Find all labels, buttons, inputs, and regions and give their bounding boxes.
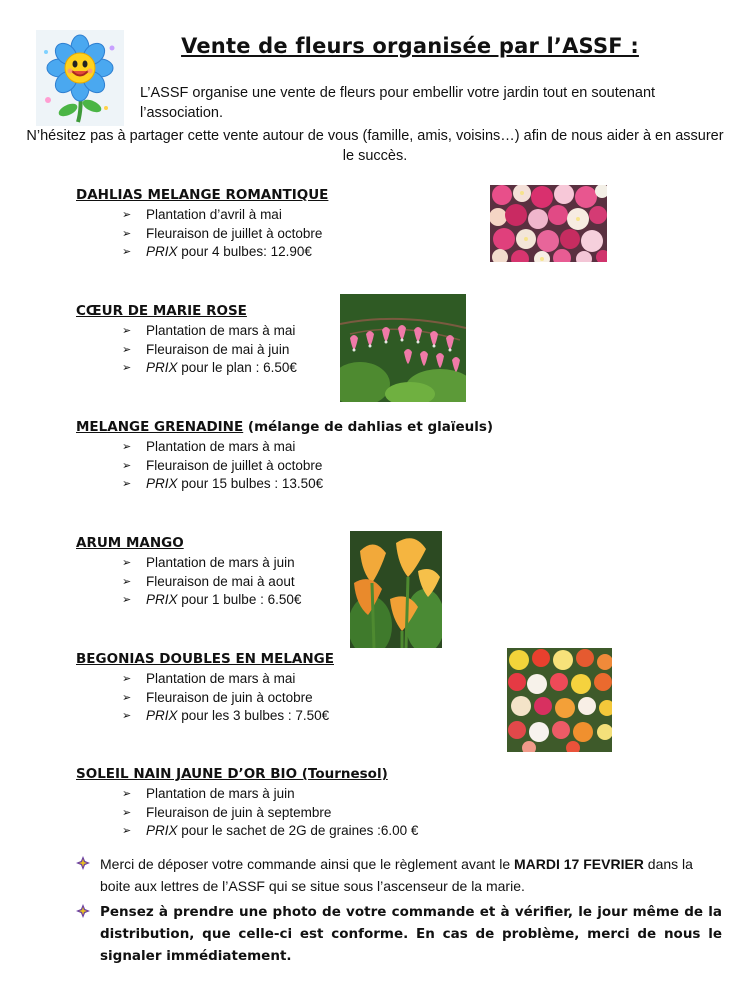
arrowhead-bullet-icon: ➢ — [122, 343, 132, 356]
coeur-de-marie-photo — [340, 294, 466, 402]
product-name: ARUM MANGO — [76, 535, 184, 551]
arrowhead-bullet-icon: ➢ — [122, 691, 132, 704]
arrowhead-bullet-icon: ➢ — [122, 325, 132, 337]
product-name: DAHLIAS MELANGE ROMANTIQUE — [76, 187, 329, 203]
list-item: ➢ PRIX pour 4 bulbes: 12.90€ — [122, 243, 328, 262]
list-item: ➢ Plantation de mars à juin — [122, 785, 418, 804]
product-name: MELANGE GRENADINE — [76, 419, 244, 435]
arrowhead-bullet-icon: ➢ — [122, 246, 132, 258]
arum-mango-photo — [350, 531, 442, 648]
arrowhead-bullet-icon: ➢ — [122, 362, 132, 374]
list-item: ➢ Fleuraison de juillet à octobre — [122, 457, 493, 476]
begonias-photo — [507, 648, 612, 752]
product-melange-grenadine — [76, 418, 493, 494]
list-item: ➢ Fleuraison de juin à octobre — [122, 689, 334, 708]
arrowhead-bullet-icon: ➢ — [122, 478, 132, 490]
product-name: BEGONIAS DOUBLES EN MELANGE — [76, 651, 334, 667]
arrowhead-bullet-icon: ➢ — [122, 788, 132, 800]
product-dahlias — [76, 186, 328, 262]
arrowhead-bullet-icon: ➢ — [122, 441, 132, 453]
arrowhead-bullet-icon: ➢ — [122, 227, 132, 240]
arrowhead-bullet-icon: ➢ — [122, 575, 132, 588]
list-item: ➢ Fleuraison de mai à juin — [122, 341, 297, 360]
list-item: ➢ Plantation de mars à mai — [122, 322, 297, 341]
arrowhead-bullet-icon: ➢ — [122, 825, 132, 837]
intro-paragraph: L’ASSF organise une vente de fleurs pour embellir votre jardin tout en soutenant l’association. — [140, 85, 656, 121]
list-item: ➢ Fleuraison de mai à aout — [122, 573, 301, 592]
diamond-pin-icon — [76, 904, 90, 918]
list-item: ➢ PRIX pour les 3 bulbes : 7.50€ — [122, 707, 334, 726]
intro-share-paragraph: N’hésitez pas à partager cette vente autour de vous (famille, amis, voisins…) afin de nous aider à en assurer le succès. — [26, 128, 724, 164]
dahlias-photo — [490, 185, 607, 262]
page-title: Vente de fleurs organisée par l’ASSF : — [181, 34, 639, 58]
list-item: ➢ Fleuraison de juin à septembre — [122, 804, 418, 823]
product-subtitle: (mélange de dahlias et glaïeuls) — [243, 419, 494, 435]
list-item: ➢ Plantation de mars à mai — [122, 438, 493, 457]
arrowhead-bullet-icon: ➢ — [122, 806, 132, 819]
list-item: ➢ PRIX pour 1 bulbe : 6.50€ — [122, 591, 301, 610]
arrowhead-bullet-icon: ➢ — [122, 594, 132, 606]
product-name: CŒUR DE MARIE ROSE — [76, 303, 247, 319]
arrowhead-bullet-icon: ➢ — [122, 209, 132, 221]
arrowhead-bullet-icon: ➢ — [122, 710, 132, 722]
product-arum-mango — [76, 534, 301, 610]
order-instructions-note: Merci de déposer votre commande ainsi que le règlement avant le MARDI 17 FEVRIER dans la boite aux lettres de l’ASSF qui se situe sous l’ascenseur de la marie. — [76, 853, 722, 897]
list-item: ➢ Plantation d’avril à mai — [122, 206, 328, 225]
product-soleil-nain — [76, 765, 418, 841]
arrowhead-bullet-icon: ➢ — [122, 459, 132, 472]
arrowhead-bullet-icon: ➢ — [122, 673, 132, 685]
product-begonias — [76, 650, 334, 726]
list-item: ➢ Plantation de mars à juin — [122, 554, 301, 573]
photo-reminder-note: Pensez à prendre une photo de votre commande et à vérifier, le jour même de la distribution, que celle-ci est conforme. En cas de problème, merci de nous le signaler immédiatement. — [76, 901, 722, 967]
list-item: ➢ PRIX pour 15 bulbes : 13.50€ — [122, 475, 493, 494]
list-item: ➢ Plantation de mars à mai — [122, 670, 334, 689]
list-item: ➢ PRIX pour le plan : 6.50€ — [122, 359, 297, 378]
list-item: ➢ Fleuraison de juillet à octobre — [122, 225, 328, 244]
product-name: SOLEIL NAIN JAUNE D’OR BIO (Tournesol) — [76, 766, 388, 782]
smiling-flower-logo — [36, 30, 124, 126]
list-item: ➢ PRIX pour le sachet de 2G de graines :6.00 € — [122, 822, 418, 841]
order-notes — [76, 853, 722, 971]
product-coeur-de-marie — [76, 302, 297, 378]
deadline-date: MARDI 17 FEVRIER — [514, 856, 644, 872]
arrowhead-bullet-icon: ➢ — [122, 557, 132, 569]
diamond-pin-icon — [76, 856, 90, 870]
